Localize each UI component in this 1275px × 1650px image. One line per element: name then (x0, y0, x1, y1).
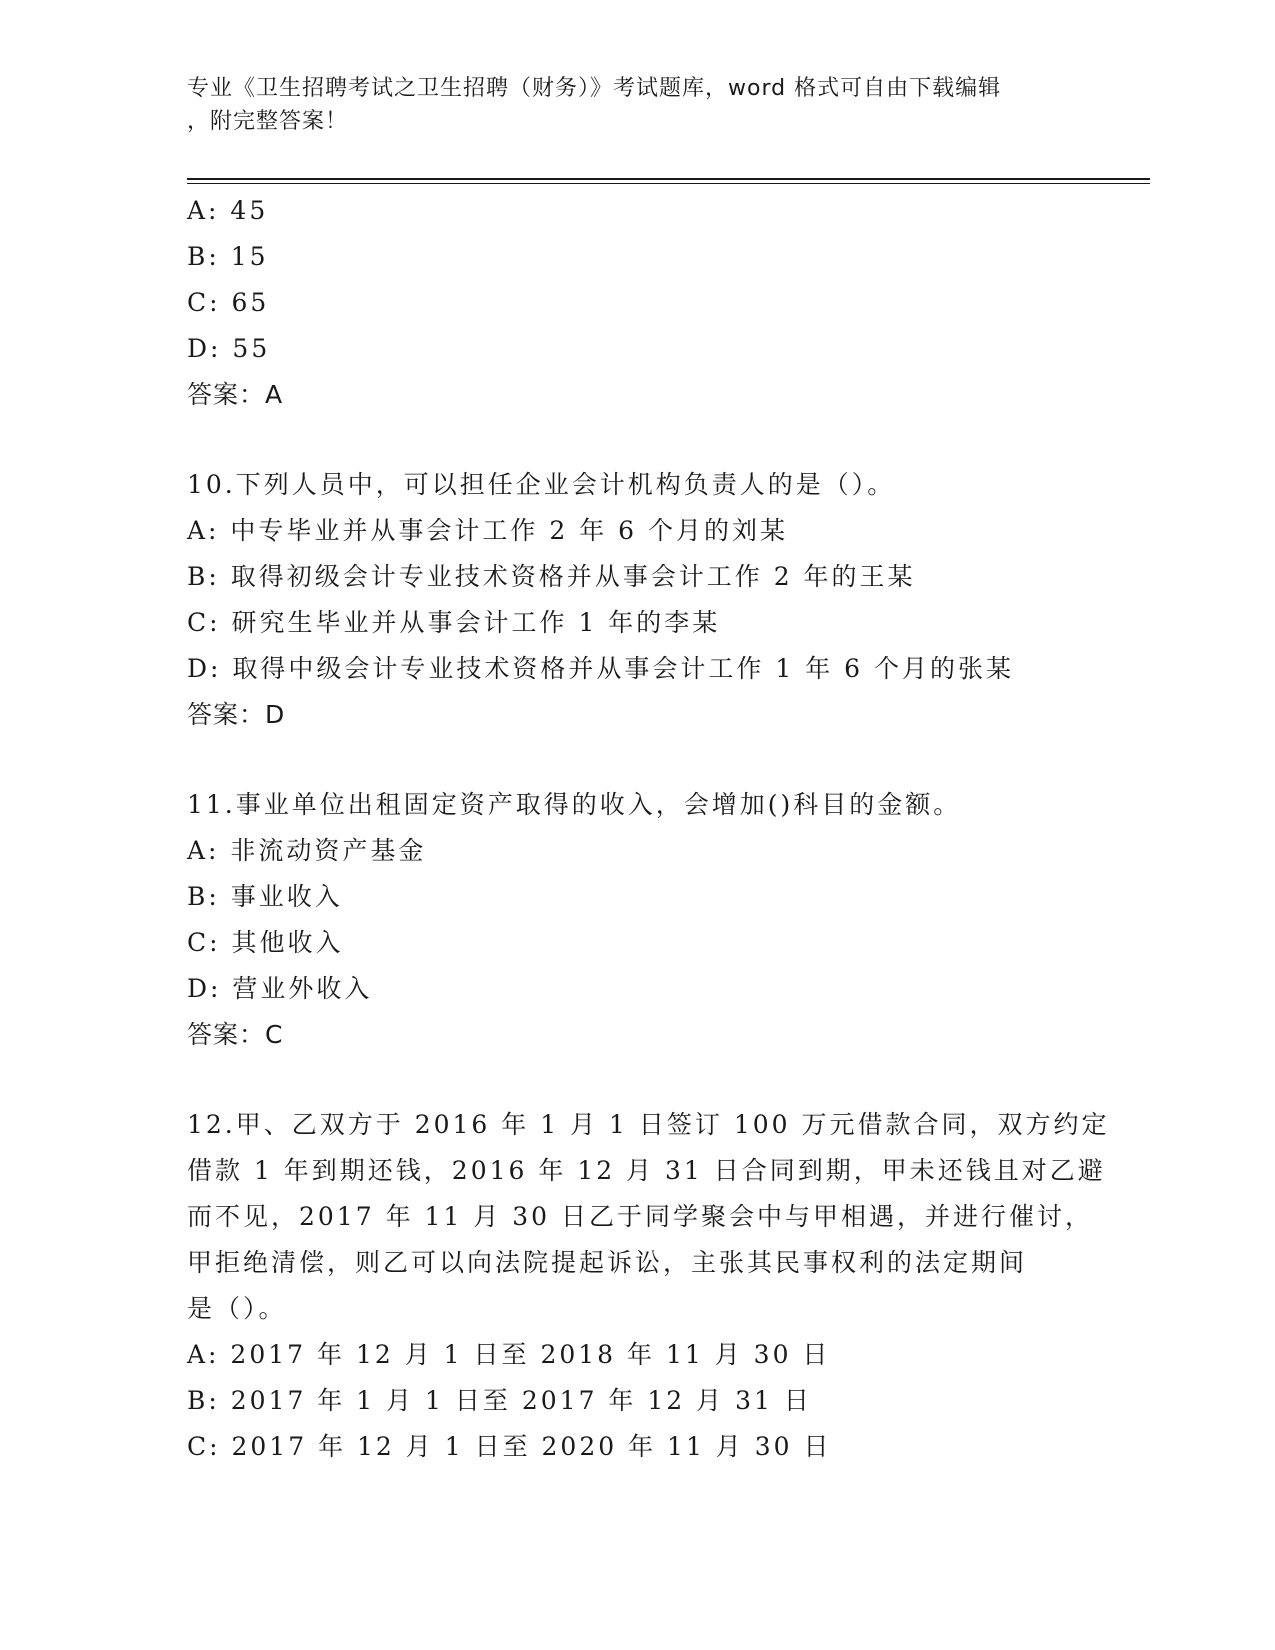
option-d: D: 营业外收入 (187, 974, 373, 1003)
question-9 (187, 188, 1067, 418)
question-text-line: 12.甲、乙双方于 2016 年 1 月 1 日签订 100 万元借款合同，双方约定 (187, 1110, 1110, 1139)
answer: 答案：C (187, 1020, 284, 1049)
question-12 (187, 1102, 1110, 1470)
option-c: C: 研究生毕业并从事会计工作 1 年的李某 (187, 608, 721, 637)
question-text-line: 而不见，2017 年 11 月 30 日乙于同学聚会中与甲相遇，并进行催讨， (187, 1202, 1093, 1231)
option-a: A: 2017 年 12 月 1 日至 2018 年 11 月 30 日 (187, 1340, 831, 1369)
question-text-line: 是（）。 (187, 1294, 287, 1323)
answer: 答案：D (187, 700, 286, 729)
option-c: C: 2017 年 12 月 1 日至 2020 年 11 月 30 日 (187, 1432, 832, 1461)
option-c: C: 65 (187, 288, 270, 317)
question-11 (187, 782, 1067, 1058)
question-text: 11.事业单位出租固定资产取得的收入，会增加()科目的金额。 (187, 790, 962, 819)
option-a: A: 中专毕业并从事会计工作 2 年 6 个月的刘某 (187, 516, 789, 545)
option-b: B: 事业收入 (187, 882, 343, 911)
header-line-1: 专业《卫生招聘考试之卫生招聘（财务）》考试题库，word 格式可自由下载编辑 (187, 76, 1002, 101)
header-divider-thin (187, 183, 1150, 184)
question-list (187, 188, 1110, 1470)
header-divider-thick (187, 178, 1150, 180)
header-line-2: ，附完整答案！ (187, 109, 349, 134)
document-header (187, 72, 1067, 138)
question-text: 10.下列人员中，可以担任企业会计机构负责人的是（）。 (187, 470, 896, 499)
option-d: D: 55 (187, 334, 271, 363)
option-b: B: 15 (187, 242, 269, 271)
question-text-line: 借款 1 年到期还钱，2016 年 12 月 31 日合同到期，甲未还钱且对乙避 (187, 1156, 1106, 1185)
question-10 (187, 462, 1067, 738)
option-b: B: 2017 年 1 月 1 日至 2017 年 12 月 31 日 (187, 1386, 812, 1415)
option-c: C: 其他收入 (187, 928, 344, 957)
option-a: A: 非流动资产基金 (187, 836, 427, 865)
option-d: D: 取得中级会计专业技术资格并从事会计工作 1 年 6 个月的张某 (187, 654, 1015, 683)
question-text-line: 甲拒绝清偿，则乙可以向法院提起诉讼，主张其民事权利的法定期间 (187, 1248, 1028, 1277)
option-a: A: 45 (187, 196, 269, 225)
option-b: B: 取得初级会计专业技术资格并从事会计工作 2 年的王某 (187, 562, 916, 591)
answer: 答案：A (187, 380, 284, 409)
